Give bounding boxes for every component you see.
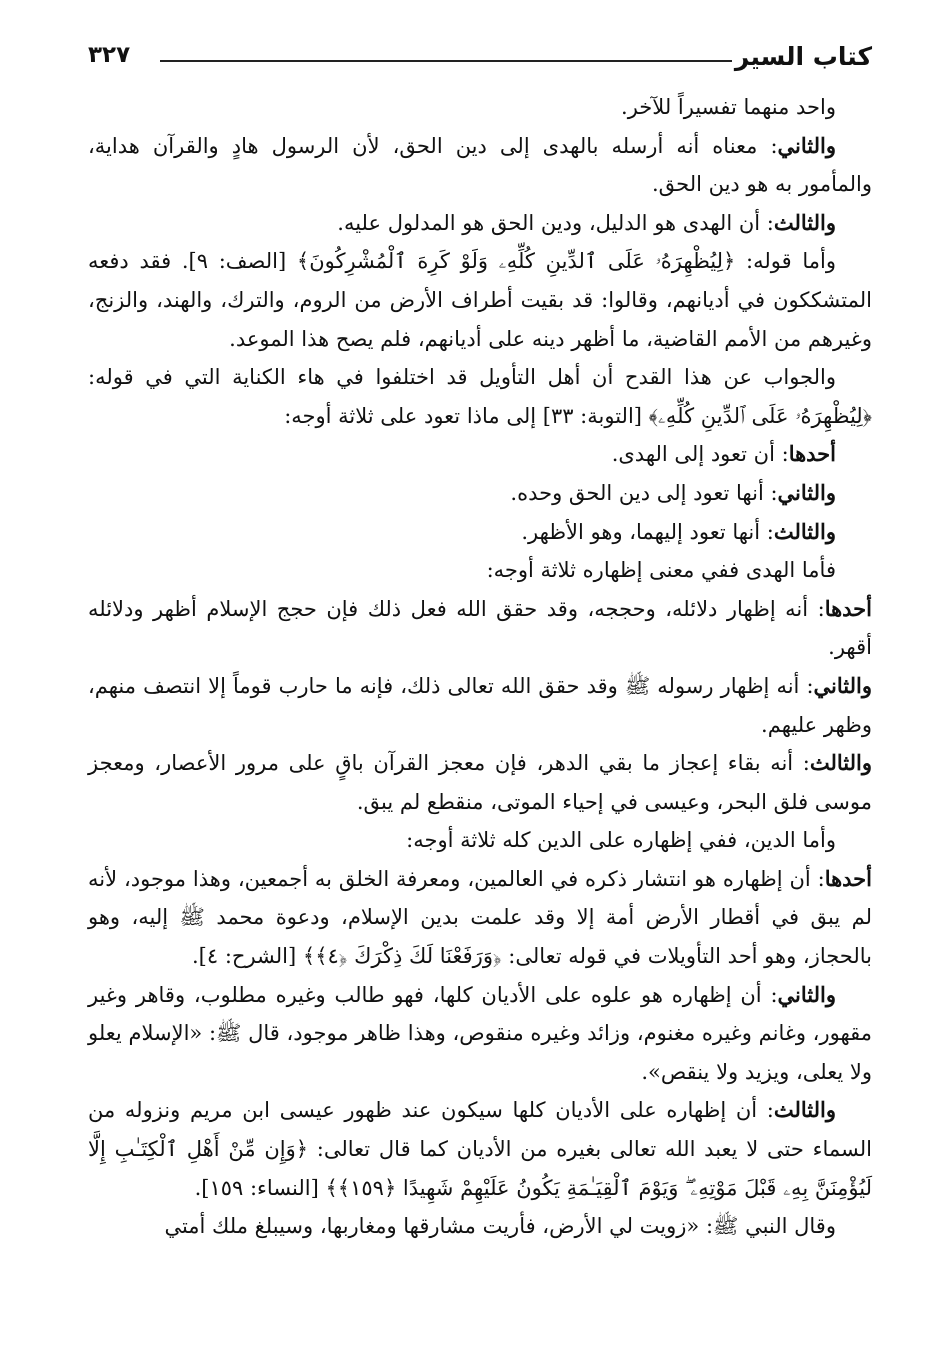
paragraph: [88, 590, 872, 667]
paragraph-text: فأما الهدى ففي معنى إظهاره ثلاثة أوجه:: [486, 558, 836, 583]
paragraph-text: : أنه بقاء إعجاز ما بقي الدهر، فإن معجز القرآن باقٍ على مرور الأعصار، ومعجز موسى فلق البحر، وعيسى في إحياء الموتى، منقطع لم يبق.: [88, 751, 872, 814]
paragraph-label: والثالث: [773, 518, 836, 544]
paragraph-text: : أنها تعود إلى دين الحق وحده.: [510, 480, 778, 505]
paragraph-label: أحدها: [788, 441, 836, 467]
paragraph: [88, 127, 872, 204]
paragraph-text: : أن إظهاره هو انتشار ذكره في العالمين، ومعرفة الخلق به أجمعين، وهذا موجود، لأنه لم يبق في أقطار الأرض أمة إلا وقد علمت بدين الإسلام، ودعوة محمد ﷺ إليه، وهو بالحجاز، وهو أحد التأويلات في قوله تعالى: ﴿وَرَفَعْنَا لَكَ ذِكْرَكَ ﴿٤﴾﴾ [الشرح: ٤].: [88, 866, 872, 969]
paragraph-label: والثالث: [809, 750, 872, 776]
paragraph-text: : أنه إظهار رسوله ﷺ وقد حقق الله تعالى ذلك، فإنه ما حارب قوماً إلا انتصف منهم، وظهر عليهم.: [88, 673, 872, 737]
paragraph-text: : أنها تعود إليهما، وهو الأظهر.: [521, 519, 774, 544]
paragraph: [88, 204, 872, 243]
book-page: [88, 36, 872, 1246]
paragraph-text: : أن إظهاره على الأديان كلها سيكون عند ظهور عيسى ابن مريم ونزوله من السماء حتى لا يعبد الله تعالى بغيره من الأديان كما قال تعالى: ﴿وَإِن مِّنْ أَهْلِ ٱلْكِتَـٰبِ إِلَّا لَيُؤْمِنَنَّ بِهِۦ قَبْلَ مَوْتِهِۦ ۖ وَيَوْمَ ٱلْقِيَـٰمَةِ يَكُونُ عَلَيْهِمْ شَهِيدًا ﴿١٥٩﴾﴾ [النساء: ١٥٩].: [88, 1098, 872, 1200]
paragraph-text: وقال النبي ﷺ: «زويت لي الأرض، فأريت مشارقها ومغاربها، وسيبلغ ملك أمتي: [164, 1214, 836, 1239]
paragraph-text: : أن تعود إلى الهدى.: [611, 442, 789, 467]
paragraph-text: : أنه إظهار دلائله، وحججه، وقد حقق الله فعل ذلك فإن حجج الإسلام أظهر ودلائله أقهر.: [88, 596, 872, 660]
paragraph-label: والثالث: [773, 209, 836, 235]
paragraph-label: والثاني: [777, 132, 836, 158]
page-body: [88, 88, 872, 1246]
paragraph-label: والثاني: [777, 479, 836, 505]
paragraph-text: والجواب عن هذا القدح أن أهل التأويل قد اختلفوا في هاء الكناية التي في قوله: ﴿لِيُظْهِرَهُۥ عَلَى ٱلدِّينِ كُلِّهِۦ﴾ [التوبة: ٣٣] إلى ماذا تعود على ثلاثة أوجه:: [88, 365, 872, 428]
paragraph-label: والثالث: [773, 1097, 836, 1123]
paragraph: [88, 744, 872, 821]
paragraph-text: وأما قوله: ﴿لِيُظْهِرَهُۥ عَلَى ٱلدِّينِ كُلِّهِۦ وَلَوْ كَرِهَ ٱلْمُشْرِكُونَ﴾ [الصف: ٩]. فقد دفعه المتشككون في أديانهم، وقالوا: قد بقيت أطراف الأرض من الروم، والترك، والهند، والزنج، وغيرهم من الأمم القاضية، ما أظهر دينه على أديانهم، فلم يصح هذا الموعد.: [88, 249, 872, 351]
paragraph: [88, 1207, 872, 1246]
paragraph-label: والثاني: [813, 672, 872, 698]
book-title: كتاب السير: [734, 42, 872, 71]
paragraph: [88, 976, 872, 1092]
paragraph-text: : معناه أنه أرسله بالهدى إلى دين الحق، لأن الرسول هادٍ والقرآن هداية، والمأمور به هو دين الحق.: [88, 133, 872, 197]
paragraph: [88, 860, 872, 976]
paragraph: [88, 1091, 872, 1207]
paragraph-label: أحدها: [824, 595, 872, 621]
paragraph: [88, 821, 872, 860]
paragraph-text: واحد منهما تفسيراً للآخر.: [621, 95, 836, 119]
paragraph: [88, 88, 872, 127]
paragraph-label: أحدها: [824, 865, 872, 891]
paragraph: [88, 474, 872, 513]
paragraph: [88, 435, 872, 474]
paragraph: [88, 513, 872, 552]
paragraph: [88, 667, 872, 744]
paragraph: [88, 242, 872, 358]
page-number: ٣٢٧: [88, 42, 131, 68]
paragraph: [88, 551, 872, 590]
paragraph-text: وأما الدين، ففي إظهاره على الدين كله ثلاثة أوجه:: [406, 828, 836, 853]
paragraph-text: : أن إظهاره هو علوه على الأديان كلها، فهو طالب وغيره مطلوب، وقاهر وغير مقهور، وغانم وغيره مغنوم، وزائد وغيره منقوص، وهذا ظاهر موجود، قال ﷺ: «الإسلام يعلو ولا يعلى، ويزيد ولا ينقص».: [88, 982, 872, 1084]
paragraph-text: : أن الهدى هو الدليل، ودين الحق هو المدلول عليه.: [337, 210, 774, 235]
paragraph: [88, 358, 872, 435]
paragraph-label: والثاني: [777, 981, 836, 1007]
running-header: [88, 36, 872, 88]
header-rule: [160, 60, 732, 62]
